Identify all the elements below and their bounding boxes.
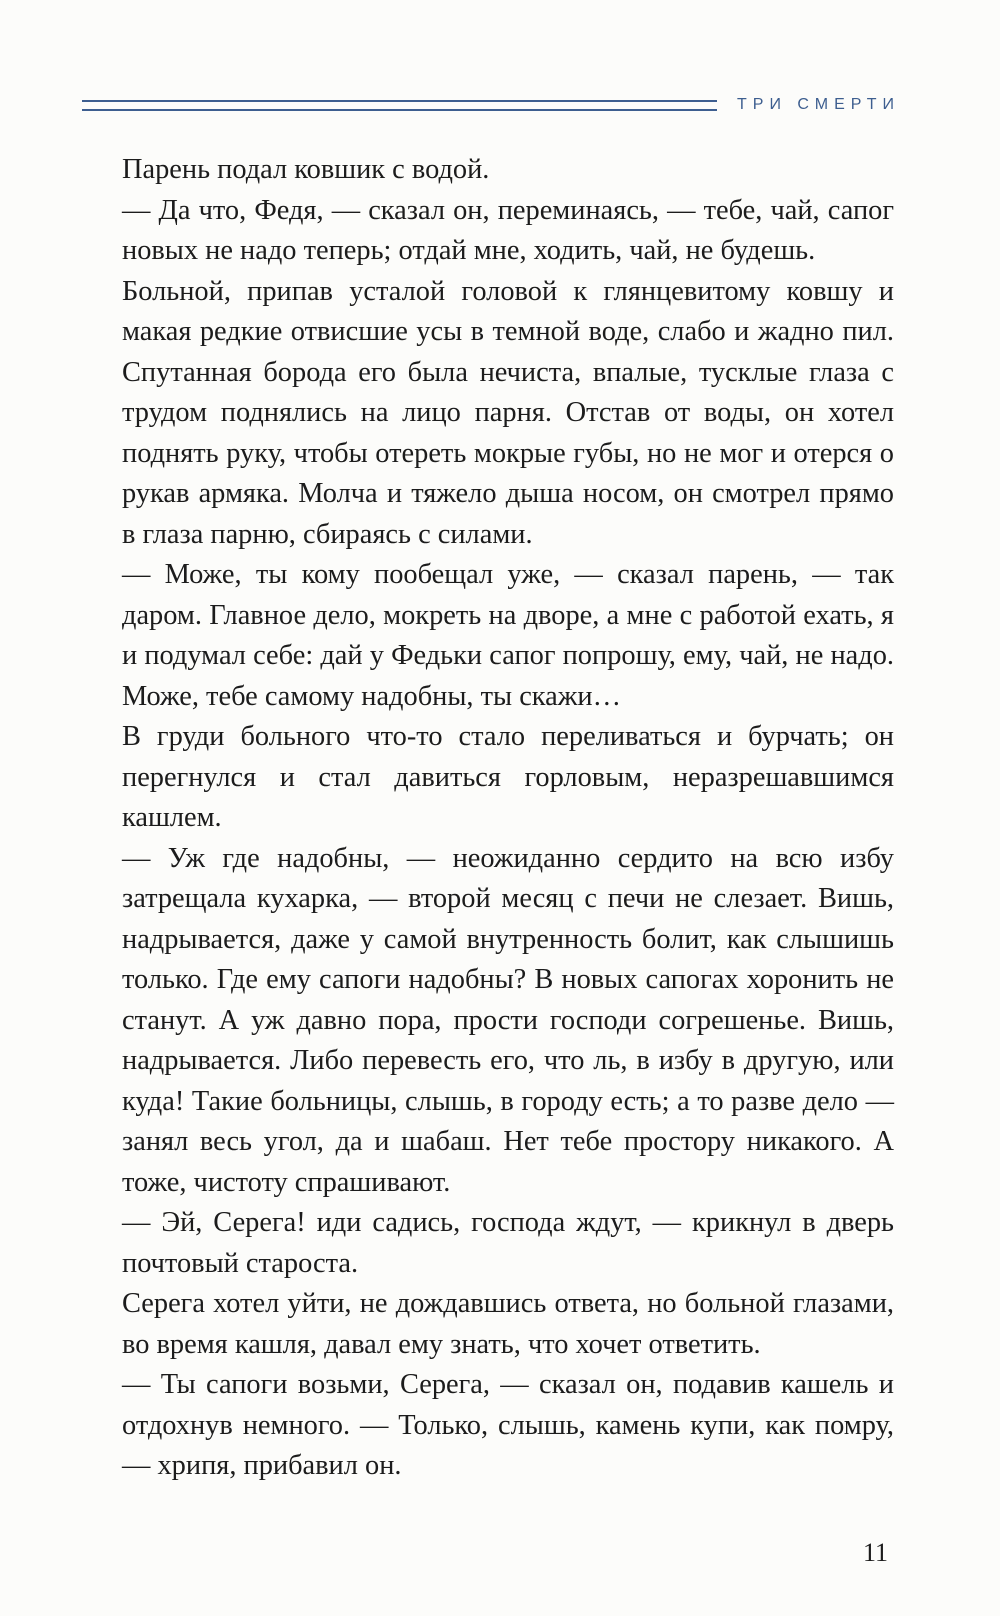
running-header xyxy=(82,90,900,120)
paragraph: — Да что, Федя, — сказал он, переминаясь, — тебе, чай, сапог новых не надо теперь; отдай мне, ходить, чай, не будешь. xyxy=(122,194,894,266)
header-rule xyxy=(82,100,717,111)
paragraph: — Може, ты кому пообещал уже, — сказал парень, — так даром. Главное дело, мокреть на дворе, а мне с работой ехать, я и подумал себе: дай у Федьки сапог попрошу, ему, чай, не надо. Може, тебе самому надобны, ты скажи… xyxy=(122,559,894,712)
paragraph: Парень подал ковшик с водой. xyxy=(122,154,490,185)
paragraph: Серега хотел уйти, не дождавшись ответа, но больной глазами, во время кашля, давал ему знать, что хочет ответить. xyxy=(122,1288,894,1360)
page-number: 11 xyxy=(862,1538,888,1567)
running-title: ТРИ СМЕРТИ xyxy=(737,96,900,113)
body-text xyxy=(122,150,894,1487)
paragraph: В груди больного что-то стало переливаться и бурчать; он перегнулся и стал давиться горловым, неразрешавшимся кашлем. xyxy=(122,721,894,833)
paragraph: Больной, припав усталой головой к глянцевитому ковшу и макая редкие отвисшие усы в темной воде, слабо и жадно пил. Спутанная борода его была нечиста, впалые, тусклые глаза с трудом поднялись на лицо парня. Отстав от воды, он хотел поднять руку, чтобы отереть мокрые губы, но не мог и отерся о рукав армяка. Молча и тяжело дыша носом, он смотрел прямо в глаза парню, сбираясь с силами. xyxy=(122,275,894,550)
paragraph: — Эй, Серега! иди садись, господа ждут, — крикнул в дверь почтовый староста. xyxy=(122,1207,894,1279)
paragraph: — Ты сапоги возьми, Серега, — сказал он, подавив кашель и отдохнув немного. — Только, слышь, камень купи, как помру, — хрипя, прибавил он. xyxy=(122,1369,894,1481)
paragraph: — Уж где надобны, — неожиданно сердито на всю избу затрещала кухарка, — второй месяц с печи не слезает. Вишь, надрывается, даже у самой внутренность болит, как слышишь только. Где ему сапоги надобны? В новых сапогах хоронить не станут. А уж давно пора, прости господи согрешенье. Вишь, надрывается. Либо перевесть его, что ль, в избу в другую, или куда! Такие больницы, слышь, в городу есть; а то разве дело — занял весь угол, да и шабаш. Нет тебе простору никакого. А тоже, чистоту спрашивают. xyxy=(122,842,894,1198)
